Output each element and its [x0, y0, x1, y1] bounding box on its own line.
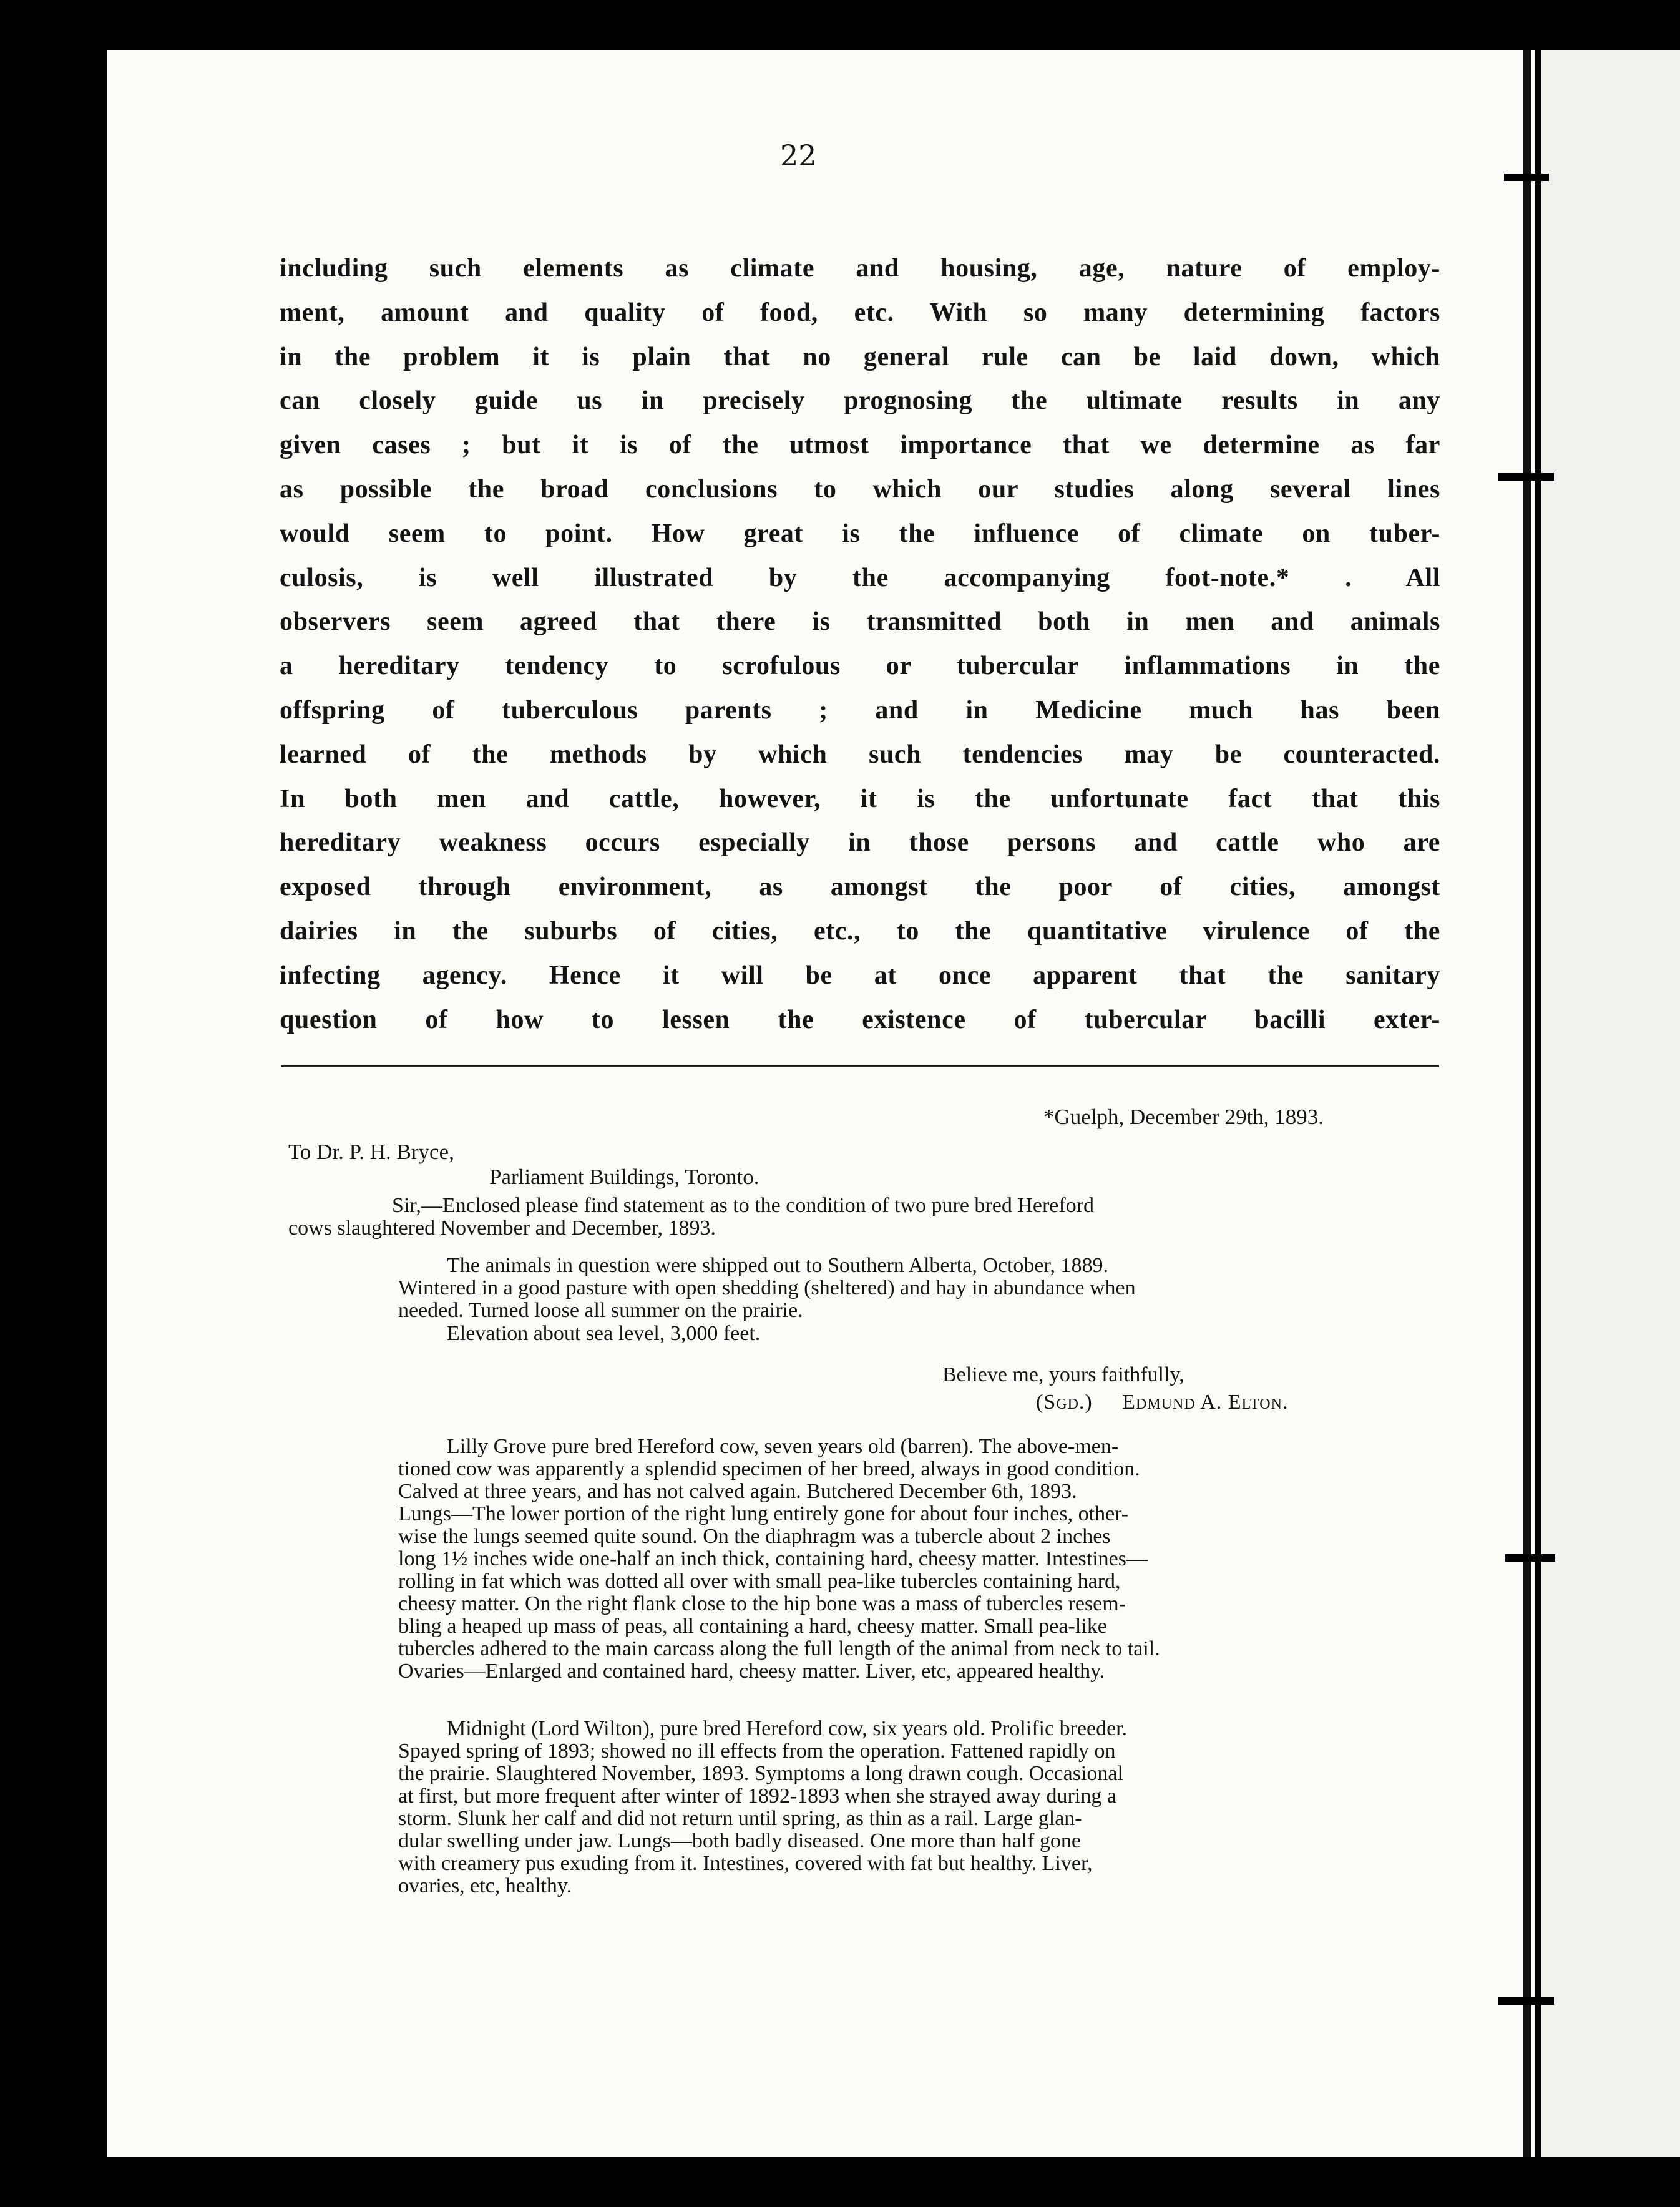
adjacent-page-edge [1534, 50, 1680, 2157]
footnote-line: bling a heaped up mass of peas, all containing a hard, cheesy matter. Small pea-like [398, 1615, 1107, 1638]
body-line: including such elements as climate and housing, age, nature of employ- [280, 254, 1440, 283]
body-line: observers seem agreed that there is transmitted both in men and animals [280, 607, 1440, 637]
footnote-line: Spayed spring of 1893; showed no ill effects from the operation. Fattened rapidly on [398, 1740, 1116, 1763]
footnote-line: with creamery pus exuding from it. Intestines, covered with fat but healthy. Liver, [398, 1852, 1093, 1875]
footnote-line: wise the lungs seemed quite sound. On the diaphragm was a tubercle about 2 inches [398, 1525, 1111, 1548]
footnote-line: rolling in fat which was dotted all over with small pea-like tubercles containing hard, [398, 1570, 1121, 1593]
footnote-line: tioned cow was apparently a splendid specimen of her breed, always in good condition. [398, 1457, 1140, 1480]
footnote-para-3 [398, 1435, 1502, 1683]
body-line: in the problem it is plain that no general rule can be laid down, which [280, 342, 1440, 371]
page-number: 22 [780, 139, 817, 172]
body-line: question of how to lessen the existence of tubercular bacilli exter- [280, 1005, 1440, 1034]
footnote-separator [281, 1065, 1439, 1069]
body-line: dairies in the suburbs of cities, etc., to the quantitative virulence of the [280, 916, 1440, 946]
footnote-line: cheesy matter. On the right flank close to the hip bone was a mass of tubercles resem- [398, 1592, 1126, 1615]
page-fold-shadow [1523, 50, 1531, 2157]
footnote-line: cows slaughtered November and December, 1893. [288, 1216, 716, 1240]
footnote-salutation: To Dr. P. H. Bryce, [288, 1140, 454, 1164]
margin-mark [1504, 174, 1549, 181]
body-line: given cases ; but it is of the utmost importance that we determine as far [280, 431, 1440, 460]
footnote-line: the prairie. Slaughtered November, 1893. Symptoms a long drawn cough. Occasional [398, 1762, 1123, 1785]
body-line: In both men and cattle, however, it is the unfortunate fact that this [280, 784, 1440, 813]
footnote-address: Parliament Buildings, Toronto. [489, 1165, 759, 1189]
body-line: would seem to point. How great is the influence of climate on tuber- [280, 519, 1440, 548]
margin-mark [1505, 1554, 1555, 1562]
footnote-line: Sir,—Enclosed please find statement as to the condition of two pure bred Hereford [392, 1194, 1095, 1217]
footnote-closing: Believe me, yours faithfully, [942, 1363, 1184, 1386]
footnote-line: needed. Turned loose all summer on the prairie. [398, 1299, 803, 1322]
footnote-line: Midnight (Lord Wilton), pure bred Hereford cow, six years old. Prolific breeder. [447, 1717, 1128, 1740]
body-line: infecting agency. Hence it will be at once apparent that the sanitary [280, 961, 1440, 990]
footnote-line: at first, but more frequent after winter of 1892-1893 when she strayed away during a [398, 1784, 1116, 1808]
footnote-elevation: Elevation about sea level, 3,000 feet. [447, 1322, 761, 1345]
footnote-line: Lilly Grove pure bred Hereford cow, seven years old (barren). The above-men- [447, 1435, 1119, 1458]
body-line: as possible the broad conclusions to which our studies along several lines [280, 474, 1440, 504]
body-line: ment, amount and quality of food, etc. With so many determining factors [280, 298, 1440, 327]
footnote-line: tubercles adhered to the main carcass along the full length of the animal from neck to tail. [398, 1637, 1160, 1660]
body-paragraph [280, 247, 1440, 1042]
body-line: hereditary weakness occurs especially in those persons and cattle who are [280, 828, 1440, 858]
footnote-para-1 [288, 1194, 1447, 1240]
footnote-line: Lungs—The lower portion of the right lung entirely gone for about four inches, other- [398, 1502, 1129, 1525]
footnote-line: The animals in question were shipped out to Southern Alberta, October, 1889. [447, 1254, 1108, 1277]
body-line: culosis, is well illustrated by the accompanying foot-note.* . All [280, 563, 1440, 592]
body-line: exposed through environment, as amongst the poor of cities, amongst [280, 873, 1440, 902]
edge-rule [1535, 50, 1541, 2157]
footnote-line: ovaries, etc, healthy. [398, 1874, 572, 1897]
footnote-line: Wintered in a good pasture with open shedding (sheltered) and hay in abundance when [398, 1276, 1136, 1299]
footnote-line: Calved at three years, and has not calved again. Butchered December 6th, 1893. [398, 1480, 1077, 1503]
body-line: can closely guide us in precisely prognosing the ultimate results in any [280, 386, 1440, 416]
footnote-para-4 [398, 1717, 1502, 1897]
footnote-dateline: *Guelph, December 29th, 1893. [1043, 1105, 1324, 1129]
body-line: offspring of tuberculous parents ; and in Medicine much has been [280, 695, 1440, 725]
footnote-para-2 [398, 1254, 1502, 1322]
footnote-signature: (Sgd.) Edmund A. Elton. [1036, 1391, 1289, 1414]
body-line: learned of the methods by which such tendencies may be counteracted. [280, 740, 1440, 769]
footnote-line: storm. Slunk her calf and did not return until spring, as thin as a rail. Large glan- [398, 1807, 1082, 1830]
margin-mark [1498, 1997, 1554, 2005]
footnote-line: Ovaries—Enlarged and contained hard, cheesy matter. Liver, etc, appeared healthy. [398, 1660, 1105, 1683]
body-line: a hereditary tendency to scrofulous or tubercular inflammations in the [280, 652, 1440, 681]
footnote-line: dular swelling under jaw. Lungs—both badly diseased. One more than half gone [398, 1829, 1082, 1852]
margin-mark [1498, 473, 1554, 481]
footnote-line: long 1½ inches wide one-half an inch thick, containing hard, cheesy matter. Intestines— [398, 1547, 1148, 1570]
